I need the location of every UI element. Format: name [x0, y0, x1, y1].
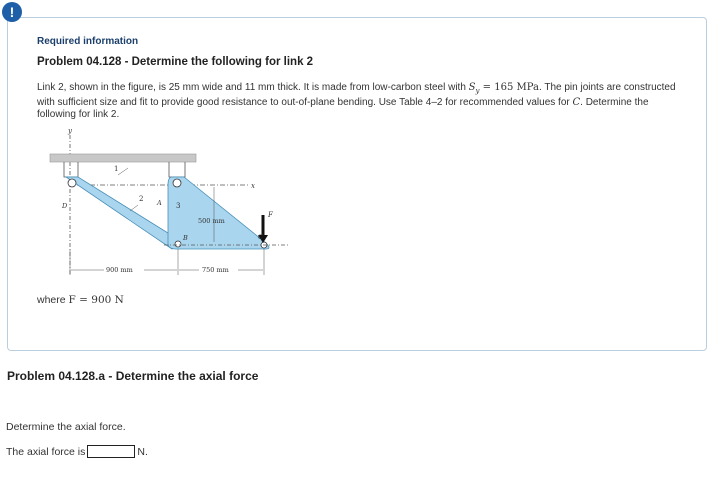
desc-text-2: . The pin joints are constructed with sufficient size and fit to provide good resistance to out-of-plane bending. Use Table 4–2 for recommended values for: [37, 82, 676, 108]
dim-900-label: 900 mm: [106, 266, 133, 274]
y-axis-label: y: [68, 127, 72, 135]
link-2: [66, 177, 184, 249]
label-a: A: [157, 199, 162, 207]
pin-a: [173, 179, 181, 187]
problem-description: [37, 82, 687, 121]
where-prefix: where: [37, 294, 69, 306]
dim-500-label: 500 mm: [198, 217, 225, 225]
alert-icon: !: [2, 2, 22, 22]
x-axis-label: x: [251, 182, 255, 190]
pin-b: [175, 241, 181, 247]
label-d: D: [62, 202, 68, 210]
label-2: 2: [139, 195, 144, 203]
required-information-label: Required information: [37, 36, 139, 47]
support-right: [169, 162, 185, 177]
label-b: B: [183, 234, 188, 242]
c-symbol: C: [572, 97, 581, 108]
dim-750-label: 750 mm: [202, 266, 229, 274]
ground-bar: [50, 154, 196, 162]
linkage-figure: [44, 125, 304, 285]
label-f: F: [268, 211, 273, 219]
where-clause: [37, 294, 124, 306]
question-text: Determine the axial force.: [6, 421, 126, 433]
desc-text-3: . Determine the following for link 2.: [37, 97, 649, 120]
label-1: 1: [114, 165, 119, 173]
sy-symbol: $S_y$: [468, 82, 480, 95]
answer-label: The axial force is: [6, 445, 86, 458]
label-1-leader: [118, 168, 128, 175]
part-title: Problem 04.128.a - Determine the axial force: [7, 369, 259, 383]
sy-value: = 165 MPa: [479, 82, 539, 93]
axial-force-input[interactable]: [87, 445, 135, 458]
label-c: C: [258, 233, 263, 241]
answer-unit: N.: [137, 445, 148, 458]
answer-row: [6, 445, 148, 458]
desc-text-1: Link 2, shown in the figure, is 25 mm wide and 11 mm thick. It is made from low-carbon steel with: [37, 82, 469, 93]
support-left: [64, 162, 78, 177]
force-value: F = 900 N: [68, 294, 124, 306]
problem-title: Problem 04.128 - Determine the following for link 2: [37, 56, 314, 68]
pin-d: [68, 179, 76, 187]
label-3: 3: [176, 202, 181, 210]
label-2-leader: [130, 205, 138, 211]
